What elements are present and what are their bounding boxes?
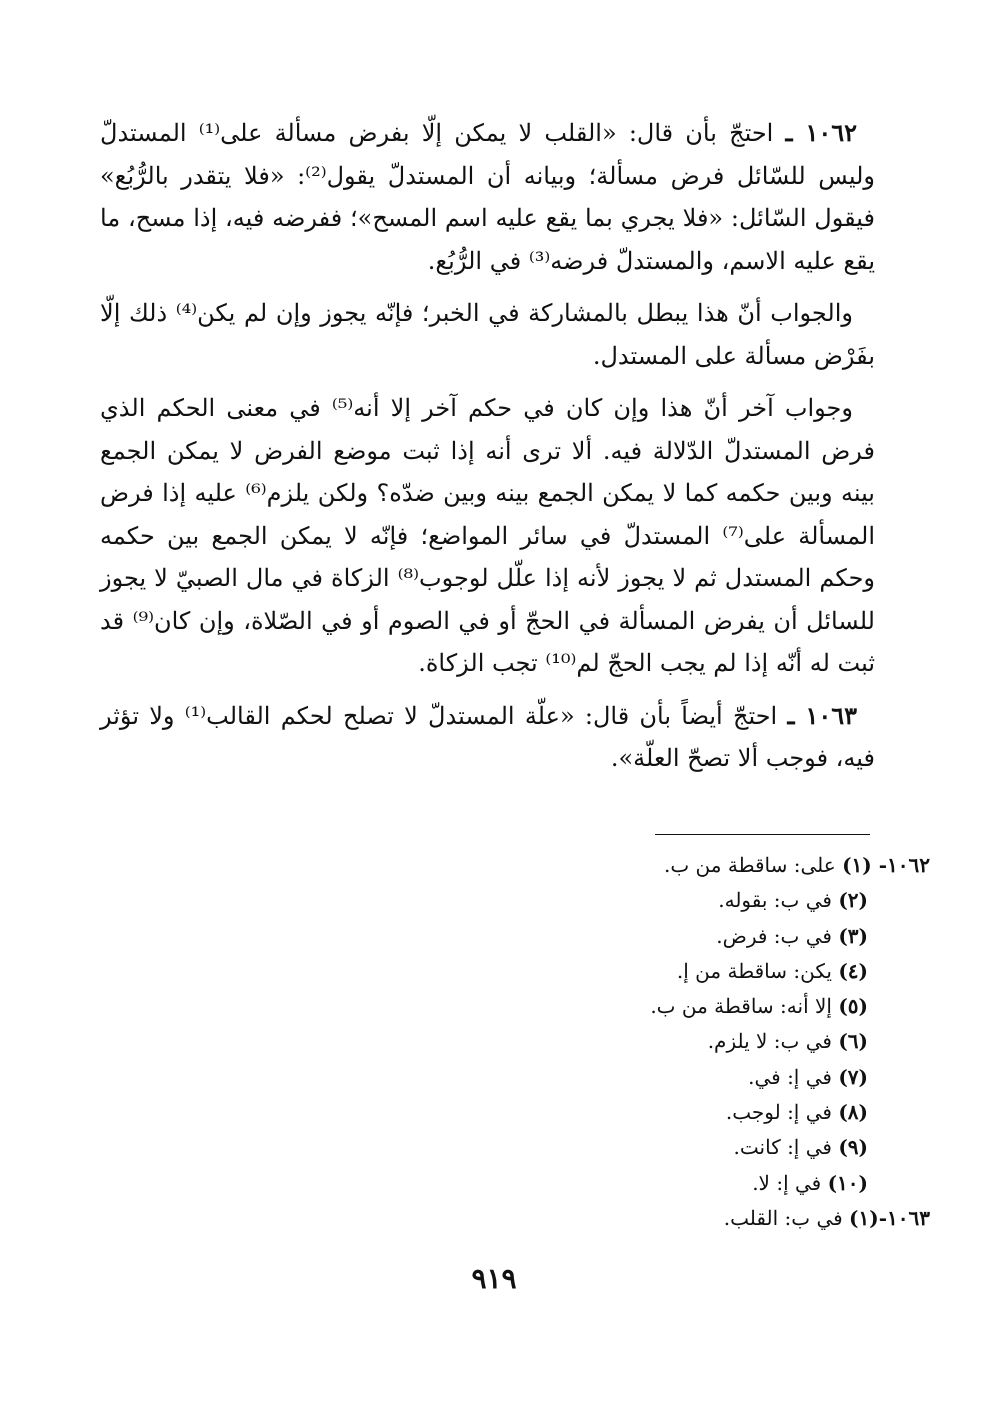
footnote (440, 848, 930, 883)
footnotes (440, 848, 930, 1236)
footnote-marker: (٩) (838, 1135, 868, 1160)
footnote (440, 1024, 930, 1059)
footnote (440, 1201, 930, 1236)
footnote-marker: (٤) (838, 958, 868, 983)
footnote-marker: (٨) (838, 1100, 868, 1125)
footnote-marker: ١٠٦٢- (١) (842, 853, 930, 877)
paragraph-text: احتجّ بأن قال: «القلب لا يمكن إلّا بفرض مسألة على⁽¹⁾ المستدلّ وليس للسّائل فرض مسألة؛ وبيانه أن المستدلّ يقول⁽²⁾: «فلا يتقدر بالرُّبُع» فيقول السّائل: «فلا يجري بما يقع عليه اسم المسح»؛ ففرضه فيه، إذا مسح، ما يقع عليه الاسم، والمستدلّ فرضه⁽³⁾ في الرُّبُع. (100, 119, 876, 275)
footnote-marker: (٦) (838, 1029, 868, 1054)
footnote-text: في إ: كانت. (733, 1135, 832, 1160)
footnote (440, 1130, 930, 1165)
paragraph-answer-2 (100, 387, 875, 685)
page-number: ٩١٩ (471, 1262, 517, 1295)
footnote-separator (655, 834, 870, 835)
footnote (440, 1060, 930, 1095)
footnote (440, 883, 930, 918)
footnote (440, 989, 930, 1024)
paragraph-1062 (100, 112, 875, 282)
footnote-text: في إ: في. (748, 1064, 832, 1089)
footnote-text: يكن: ساقطة من إ. (676, 958, 832, 983)
footnote-text: في إ: لا. (752, 1170, 822, 1195)
footnote (440, 919, 930, 954)
footnote-text: في ب: القلب. (723, 1205, 843, 1230)
footnote (440, 1095, 930, 1130)
footnote-text: على: ساقطة من ب. (664, 853, 836, 877)
footnote-text: في ب: بقوله. (718, 888, 832, 913)
paragraph-1063 (100, 695, 875, 780)
paragraph-text: وجواب آخر أنّ هذا وإن كان في حكم آخر إلا أنه⁽⁵⁾ في معنى الحكم الذي فرض المستدلّ الدّلالة فيه. ألا ترى أنه إذا ثبت موضع الفرض لا يمكن الجمع بينه وبين حكمه كما لا يمكن الجمع بينه وبين ضدّه؟ ولكن يلزم⁽⁶⁾ عليه إذا فرض المسألة على⁽⁷⁾ المستدلّ في سائر المواضع؛ فإنّه لا يمكن الجمع بين حكمه وحكم المستدل ثم لا يجوز لأنه إذا علّل لوجوب⁽⁸⁾ الزكاة في مال الصبيّ لا يجوز للسائل أن يفرض المسألة في الحجّ أو في الصوم أو في الصّلاة، وإن كان⁽⁹⁾ قد ثبت له أنّه إذا لم يجب الحجّ لم⁽¹⁰⁾ تجب الزكاة. (100, 394, 876, 677)
paragraph-text: والجواب أنّ هذا يبطل بالمشاركة في الخبر؛ فإنّه يجوز وإن لم يكن⁽⁴⁾ ذلك إلّا بفَرْض مسألة على المستدل. (100, 299, 875, 370)
main-text (100, 112, 875, 790)
issue-number: ١٠٦٣ ـ (787, 700, 857, 730)
footnote-marker: (٧) (838, 1064, 868, 1089)
paragraph-answer-1 (100, 292, 875, 377)
paragraph-text: احتجّ أيضاً بأن قال: «علّة المستدلّ لا تصلح لحكم القالب⁽¹⁾ ولا تؤثر فيه، فوجب ألا تصحّ العلّة». (100, 701, 875, 772)
footnote-marker: (٥) (838, 994, 868, 1019)
issue-number: ١٠٦٢ ـ (785, 118, 857, 147)
footnote-marker: (٣) (838, 923, 868, 948)
footnote-marker: ١٠٦٣-(١) (849, 1205, 930, 1230)
footnote-marker: (١٠) (827, 1170, 868, 1195)
footnote-text: في ب: لا يلزم. (707, 1029, 832, 1054)
footnote-marker: (٢) (838, 888, 868, 913)
footnote (440, 1166, 930, 1201)
footnote-text: في ب: فرض. (716, 923, 832, 948)
footnote-text: إلا أنه: ساقطة من ب. (650, 994, 832, 1019)
footnote (440, 954, 930, 989)
footnote-text: في إ: لوجب. (725, 1100, 832, 1125)
